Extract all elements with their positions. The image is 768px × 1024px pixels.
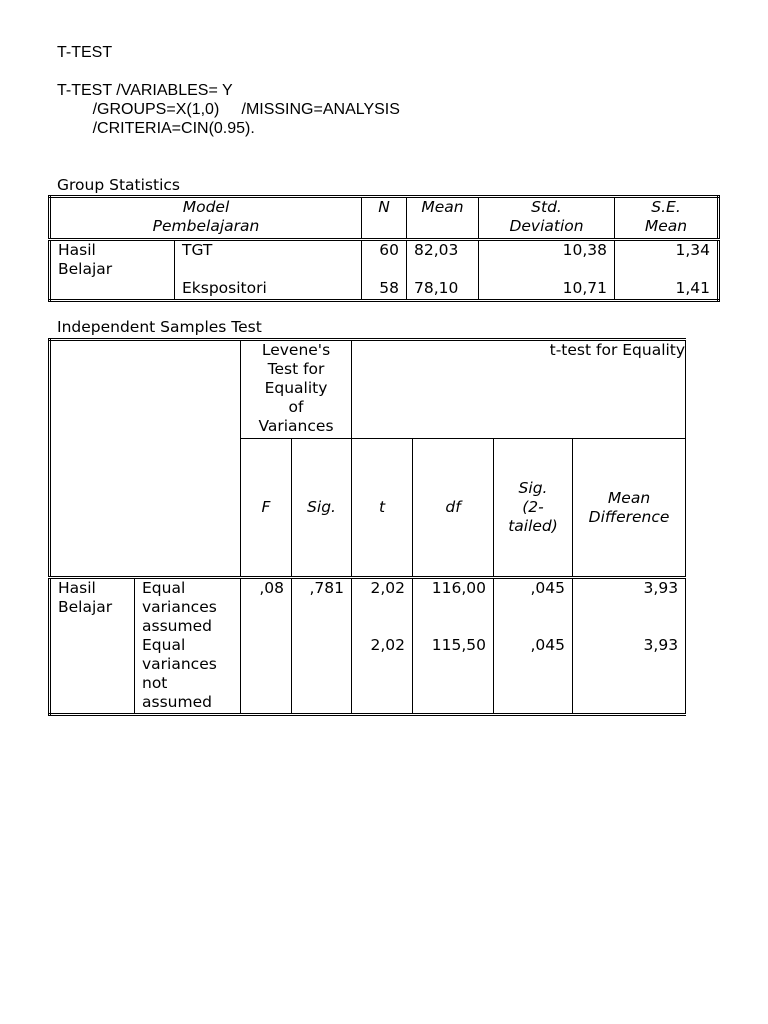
sig-2-tailed-values: ,045 ,045 bbox=[494, 578, 573, 715]
header-se-mean: S.E. Mean bbox=[615, 197, 719, 240]
header-std-deviation: Std. Deviation bbox=[479, 197, 615, 240]
table-row bbox=[50, 578, 686, 715]
header-levene: Levene's Test for Equality of Variances bbox=[241, 340, 352, 439]
se-values: 1,34 1,41 bbox=[615, 240, 719, 301]
header-n: N bbox=[362, 197, 407, 240]
command-line-criteria: /CRITERIA=CIN(0.95). bbox=[57, 120, 255, 137]
header-t: t bbox=[352, 439, 413, 578]
command-line-groups: /GROUPS=X(1,0) /MISSING=ANALYSIS bbox=[57, 101, 400, 118]
mean-values: 82,03 78,10 bbox=[407, 240, 479, 301]
std-values: 10,38 10,71 bbox=[479, 240, 615, 301]
header-mean: Mean bbox=[407, 197, 479, 240]
header-ttest: t-test for Equality bbox=[352, 340, 686, 439]
table-header-row bbox=[50, 197, 719, 240]
header-model: Model Pembelajaran bbox=[50, 197, 362, 240]
independent-samples-title: Independent Samples Test bbox=[57, 318, 262, 336]
header-f: F bbox=[241, 439, 292, 578]
group-statistics-table bbox=[48, 195, 720, 302]
table-header-row bbox=[50, 340, 686, 439]
header-sig-2-tailed: Sig. (2- tailed) bbox=[494, 439, 573, 578]
df-values: 116,00 115,50 bbox=[413, 578, 494, 715]
independent-samples-table bbox=[48, 338, 686, 716]
mean-difference-values: 3,93 3,93 bbox=[573, 578, 686, 715]
f-value: ,08 bbox=[241, 578, 292, 715]
variable-label: Hasil Belajar bbox=[50, 240, 175, 301]
group-statistics-title: Group Statistics bbox=[57, 176, 180, 194]
n-values: 60 58 bbox=[362, 240, 407, 301]
command-title: T-TEST bbox=[57, 44, 113, 61]
variable-label: Hasil Belajar bbox=[50, 578, 135, 715]
sig-value: ,781 bbox=[292, 578, 352, 715]
t-values: 2,02 2,02 bbox=[352, 578, 413, 715]
table-row bbox=[50, 240, 719, 301]
command-line-variables: T-TEST /VARIABLES= Y bbox=[57, 82, 233, 99]
header-df: df bbox=[413, 439, 494, 578]
assumption-labels: Equal variances assumed Equal variances not assumed bbox=[135, 578, 241, 715]
header-mean-difference: Mean Difference bbox=[573, 439, 686, 578]
group-labels: TGT Ekspositori bbox=[175, 240, 362, 301]
header-sig: Sig. bbox=[292, 439, 352, 578]
header-empty bbox=[50, 340, 241, 578]
